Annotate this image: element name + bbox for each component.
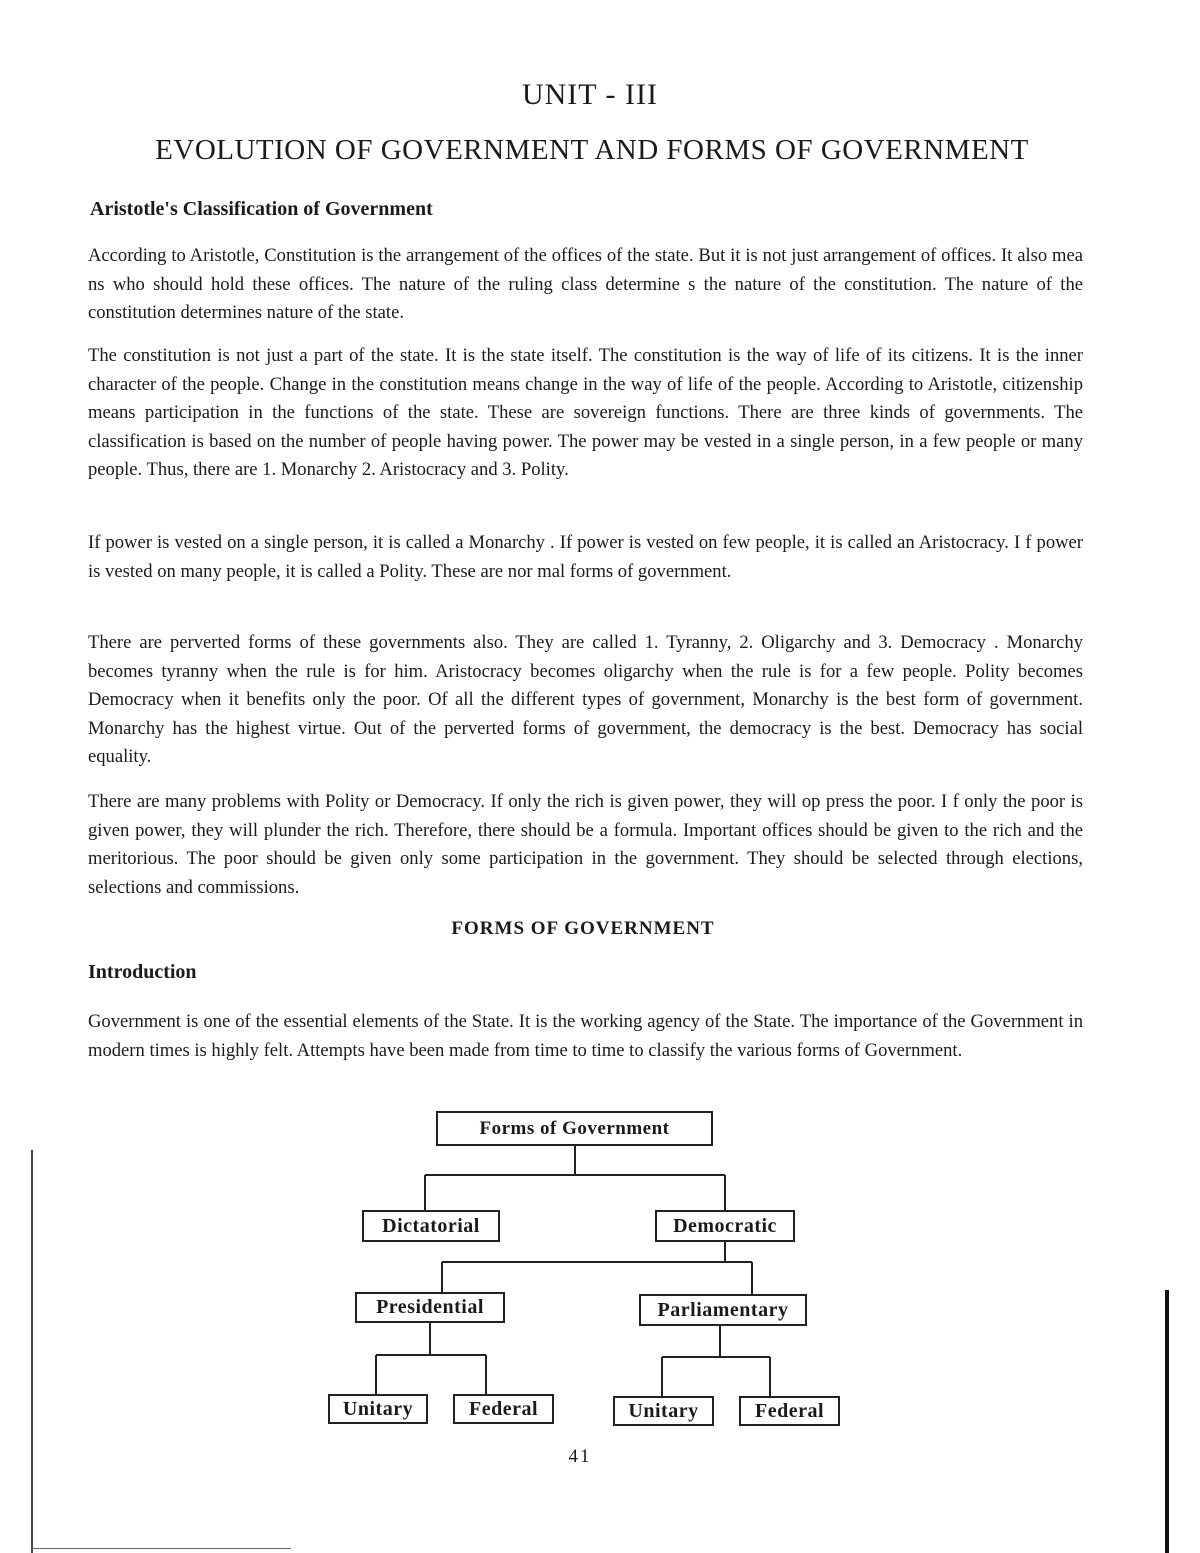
box-parliamentary: Parliamentary [639,1294,807,1326]
box-presidential-federal: Federal [453,1394,554,1424]
paragraph-2: The constitution is not just a part of the state. It is the state itself. The constitution is the way of life of its citizens. It is the inner character of the people. Change in the constitution means change in the way of life of the people. According to Aristotle, citizenship means participation in the functions of the state. These are sovereign functions. There are three kinds of governments. The classification is based on the number of people having power. The power may be vested in a single person, in a few people or many people. Thus, there are 1. Monarchy 2. Aristocracy and 3. Polity. [88,345,1083,480]
introduction-heading: Introduction [88,961,197,983]
scan-edge-right [1165,1290,1169,1553]
paragraph-4: There are perverted forms of these governments also. They are called 1. Tyranny, 2. Oligarchy and 3. Democracy . Monarchy becomes tyranny when the rule is for him. Aristocracy becomes oligarchy when the rule is for a few people. Polity becomes Democracy when it benefits only the poor. Of all the different types of government, Monarchy is the best form of government. Monarchy has the highest virtue. Out of the perverted forms of government, the democracy is the best. Democracy has social equality. [88,632,1083,767]
box-parliamentary-federal: Federal [739,1396,840,1426]
paragraph-1: According to Aristotle, Constitution is the arrangement of the offices of the state. But it is not just arrangement of offices. It also mea ns who should hold these offices. The nature of the ruling class determine s the nature of the constitution. The nature of the constitution determines nature of the state. [88,245,1083,323]
paragraph-5: There are many problems with Polity or Democracy. If only the rich is given power, they will op press the poor. I f only the poor is given power, they will plunder the rich. Therefore, there should be a formula. Important offices should be given to the rich and the meritorious. The poor should be given only some participation in the government. They should be selected through elections, selections and commissions. [88,791,1083,898]
scan-edge-bottom [31,1548,291,1549]
scan-edge-left [31,1150,33,1553]
box-forms-of-government: Forms of Government [436,1111,713,1146]
box-parliamentary-unitary: Unitary [613,1396,714,1426]
paragraph-3: If power is vested on a single person, it is called a Monarchy . If power is vested on few people, it is called an Aristocracy. I f power is vested on many people, it is called a Polity. These are nor mal forms of government. [88,532,1083,582]
page-number: 41 [568,1446,592,1467]
box-dictatorial: Dictatorial [362,1210,500,1242]
unit-title: UNIT - III [521,78,659,111]
box-presidential-unitary: Unitary [328,1394,428,1424]
box-democratic: Democratic [655,1210,795,1242]
section-heading-aristotle: Aristotle's Classification of Government [90,198,433,220]
forms-heading: FORMS OF GOVERNMENT [451,918,715,939]
intro-paragraph: Government is one of the essential elements of the State. It is the working agency of the State. The importance of the Government in modern times is highly felt. Attempts have been made from time to time to classify the various forms of Government. [88,1011,1083,1061]
box-presidential: Presidential [355,1292,505,1323]
main-title: EVOLUTION OF GOVERNMENT AND FORMS OF GOVERNMENT [155,134,1029,166]
